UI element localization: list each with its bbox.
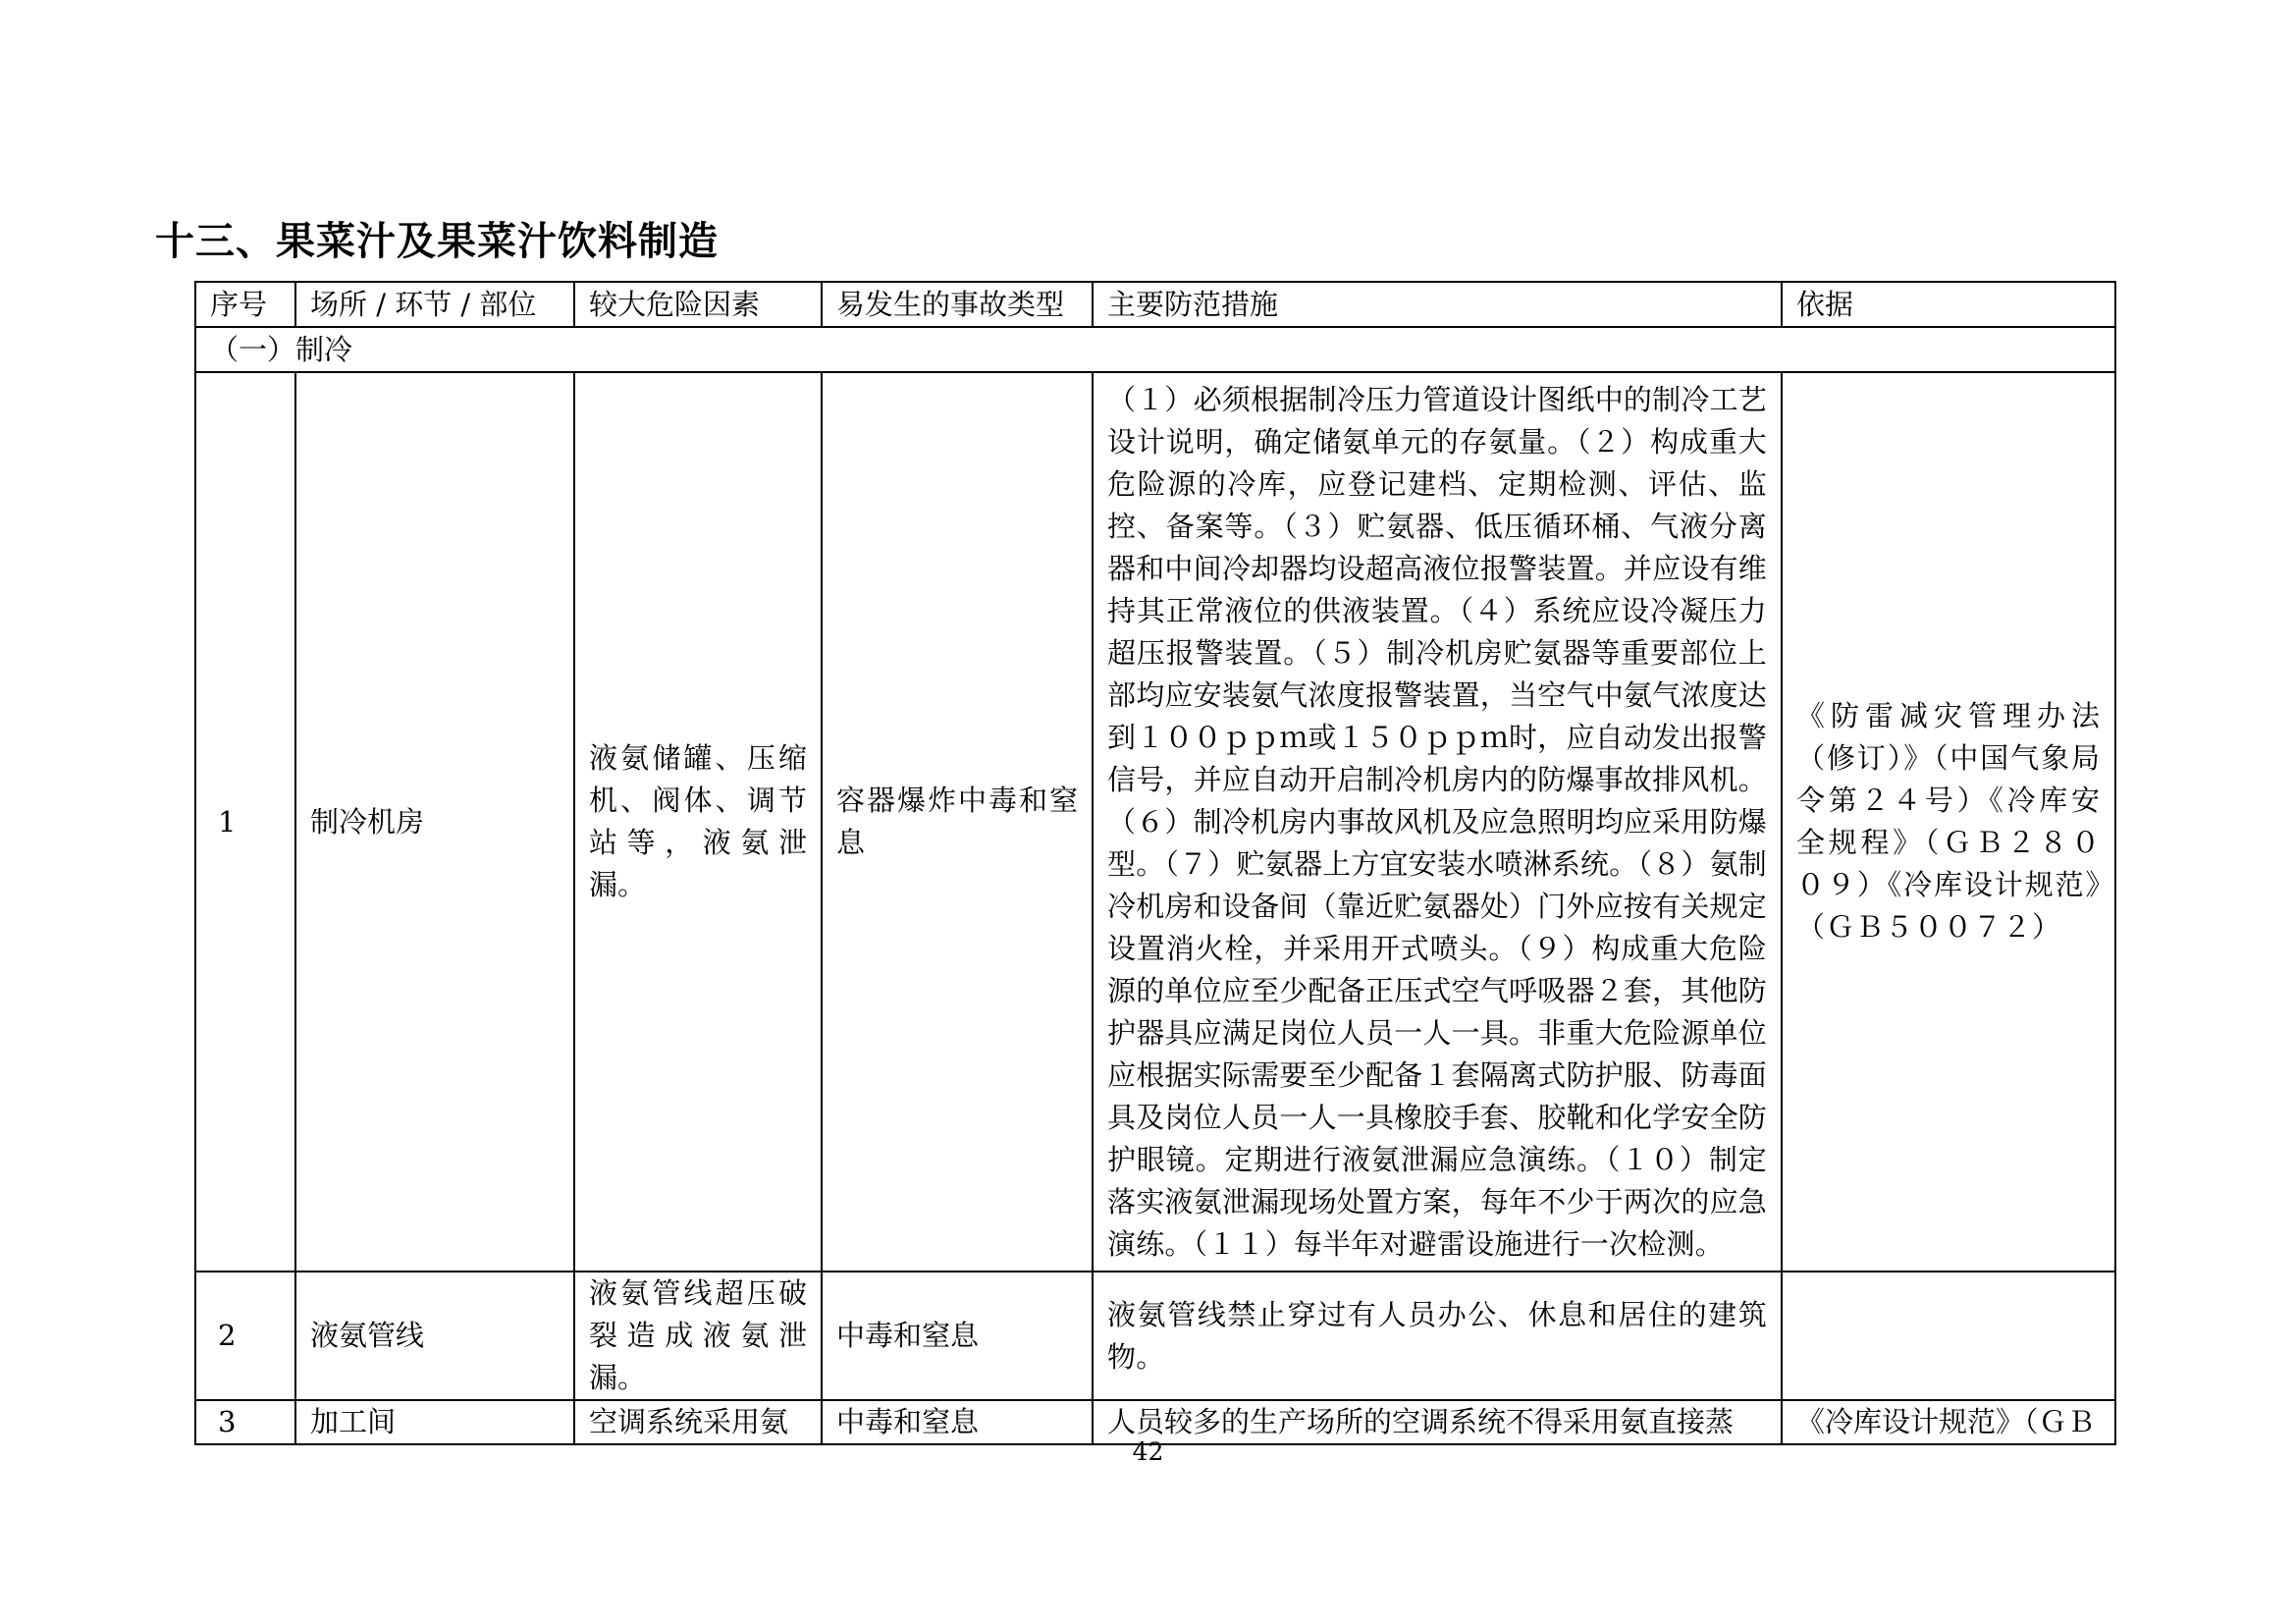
header-accident-type: 易发生的事故类型 (822, 282, 1093, 327)
table-row (195, 1272, 2115, 1400)
table-row (195, 372, 2115, 1272)
header-seq: 序号 (195, 282, 295, 327)
subsection-row (195, 327, 2115, 372)
cell-measures: 人员较多的生产场所的空调系统不得采用氨直接蒸 (1093, 1400, 1782, 1444)
header-measures: 主要防范措施 (1093, 282, 1782, 327)
cell-basis: 《冷库设计规范》（ＧＢ (1782, 1400, 2115, 1444)
cell-hazard: 液氨储罐、压缩机、阀体、调节站等，液氨泄漏。 (574, 372, 822, 1272)
cell-seq: 2 (195, 1272, 295, 1400)
cell-hazard: 液氨管线超压破裂造成液氨泄漏。 (574, 1272, 822, 1400)
cell-accident-type: 中毒和窒息 (822, 1272, 1093, 1400)
cell-location: 制冷机房 (295, 372, 574, 1272)
cell-hazard: 空调系统采用氨 (574, 1400, 822, 1444)
cell-basis (1782, 1272, 2115, 1400)
cell-accident-type: 中毒和窒息 (822, 1400, 1093, 1444)
cell-location: 加工间 (295, 1400, 574, 1444)
cell-measures: 液氨管线禁止穿过有人员办公、休息和居住的建筑物。 (1093, 1272, 1782, 1400)
subsection-label: （一）制冷 (195, 327, 2115, 372)
cell-measures: （１）必须根据制冷压力管道设计图纸中的制冷工艺设计说明，确定储氨单元的存氨量。（２）构成重大危险源的冷库，应登记建档、定期检测、评估、监控、备案等。（３）贮氨器、低压循环桶、气液分离器和中间冷却器均设超高液位报警装置。并应设有维持其正常液位的供液装置。（４）系统应设冷凝压力超压报警装置。（５）制冷机房贮氨器等重要部位上部均应安装氨气浓度报警装置，当空气中氨气浓度达到１００ｐｐｍ或１５０ｐｐｍ时，应自动发出报警信号，并应自动开启制冷机房内的防爆事故排风机。（６）制冷机房内事故风机及应急照明均应采用防爆型。（７）贮氨器上方宜安装水喷淋系统。（８）氨制冷机房和设备间（靠近贮氨器处）门外应按有关规定设置消火栓，并采用开式喷头。（９）构成重大危险源的单位应至少配备正压式空气呼吸器２套，其他防护器具应满足岗位人员一人一具。非重大危险源单位应根据实际需要至少配备１套隔离式防护服、防毒面具及岗位人员一人一具橡胶手套、胶靴和化学安全防护眼镜。定期进行液氨泄漏应急演练。（１０）制定落实液氨泄漏现场处置方案，每年不少于两次的应急演练。（１１）每半年对避雷设施进行一次检测。 (1093, 372, 1782, 1272)
header-hazard: 较大危险因素 (574, 282, 822, 327)
cell-seq: 1 (195, 372, 295, 1272)
table-header-row (195, 282, 2115, 327)
page-number: 42 (1132, 1437, 1164, 1466)
header-location: 场所 / 环节 / 部位 (295, 282, 574, 327)
cell-seq: 3 (195, 1400, 295, 1444)
hazard-table (194, 281, 2116, 1445)
header-basis: 依据 (1782, 282, 2115, 327)
cell-location: 液氨管线 (295, 1272, 574, 1400)
section-title: 十三、果菜汁及果菜汁饮料制造 (155, 219, 719, 264)
cell-accident-type: 容器爆炸中毒和窒息 (822, 372, 1093, 1272)
cell-basis: 《防雷减灾管理办法（修订）》（中国气象局令第２４号）《冷库安全规程》（ＧＢ２８００９）《冷库设计规范》（ＧＢ５００７２） (1782, 372, 2115, 1272)
